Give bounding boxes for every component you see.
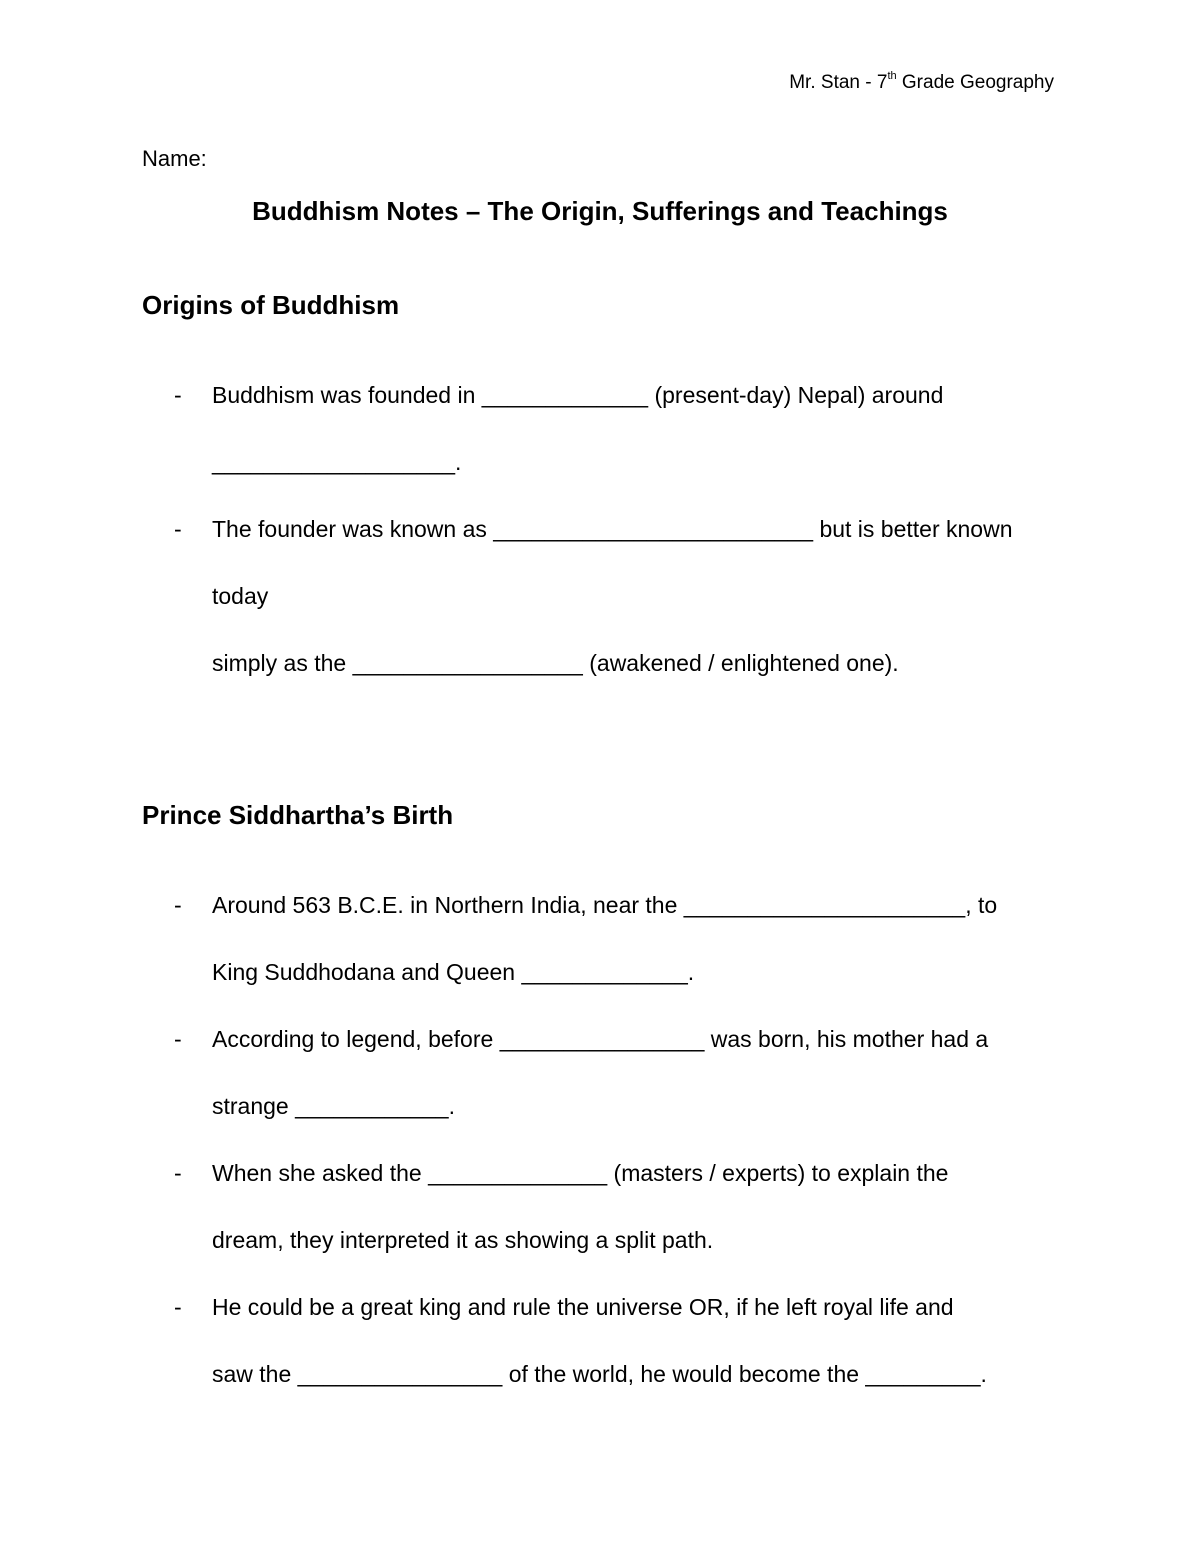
header-text-post: Grade Geography bbox=[896, 72, 1054, 93]
bullet-line: King Suddhodana and Queen _____________. bbox=[212, 959, 695, 985]
bullet-line: strange ____________. bbox=[212, 1093, 455, 1119]
bullet-dash: - bbox=[174, 516, 182, 542]
bullet-dash: - bbox=[174, 1294, 182, 1320]
bullet-dash: - bbox=[174, 892, 182, 918]
bullet-line: today bbox=[212, 583, 269, 609]
header-superscript: th bbox=[887, 69, 897, 82]
bullet-line: simply as the __________________ (awakened / enlightened one). bbox=[212, 650, 899, 676]
header-text-pre: Mr. Stan - 7 bbox=[789, 72, 888, 93]
bullet-line: When she asked the ______________ (masters / experts) to explain the bbox=[212, 1160, 949, 1186]
document-title: Buddhism Notes – The Origin, Sufferings and Teachings bbox=[252, 196, 948, 226]
bullet-line: He could be a great king and rule the universe OR, if he left royal life and bbox=[212, 1294, 954, 1320]
bullet-dash: - bbox=[174, 1160, 182, 1186]
bullet-line: saw the ________________ of the world, he would become the _________. bbox=[212, 1361, 987, 1387]
bullet-dash: - bbox=[174, 382, 182, 408]
name-label: Name: bbox=[142, 146, 207, 171]
bullet-line: dream, they interpreted it as showing a split path. bbox=[212, 1227, 714, 1253]
bullet-line: The founder was known as _________________________ but is better known bbox=[212, 516, 1013, 542]
bullet-line: According to legend, before ________________ was born, his mother had a bbox=[212, 1026, 989, 1052]
bullet-dash: - bbox=[174, 1026, 182, 1052]
section-heading-birth: Prince Siddhartha’s Birth bbox=[142, 800, 454, 830]
section-heading-origins: Origins of Buddhism bbox=[142, 290, 400, 320]
bullet-line: Buddhism was founded in _____________ (present-day) Nepal) around bbox=[212, 382, 944, 408]
page-header bbox=[789, 69, 1054, 94]
bullet-line: ___________________. bbox=[212, 449, 462, 475]
bullet-line: Around 563 B.C.E. in Northern India, near the ______________________, to bbox=[212, 892, 998, 918]
